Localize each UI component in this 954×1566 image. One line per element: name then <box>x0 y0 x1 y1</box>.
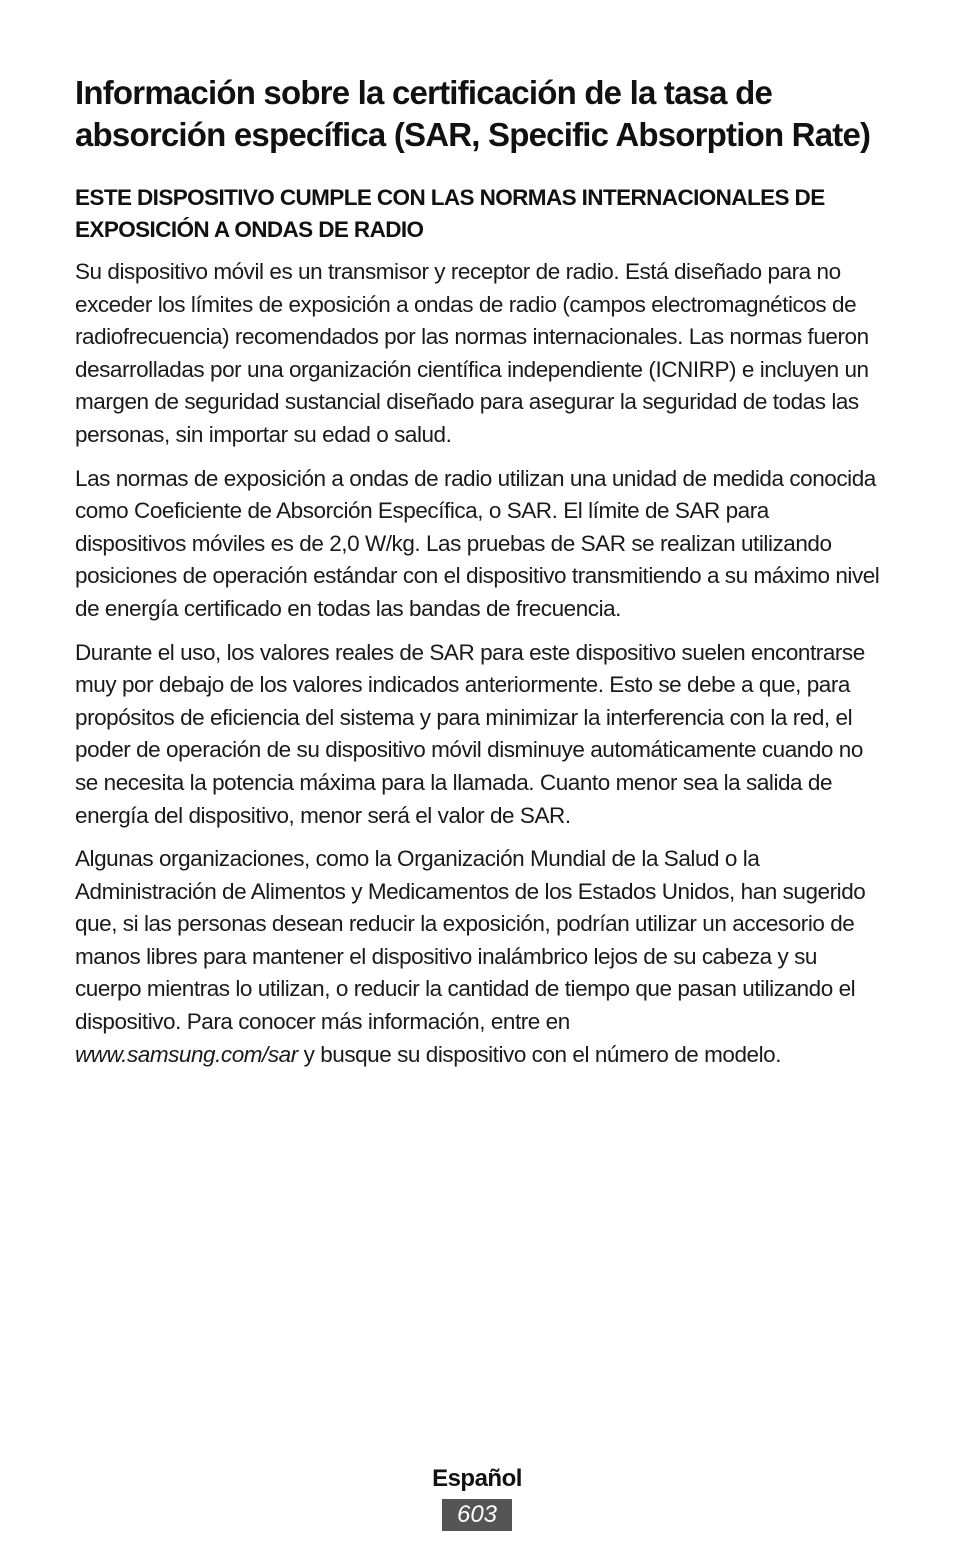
paragraph-4-text: Algunas organizaciones, como la Organización Mundial de la Salud o la Administración de Alimentos y Medicamentos de los Estados Unidos, han sugerido que, si las personas desean reducir la exposición, podrían utilizar un accesorio de manos libres para mantener el dispositivo inalámbrico lejos de su cabeza y su cuerpo mientras lo utilizan, o reducir la cantidad de tiempo que pasan utilizando el dispositivo. Para conocer más información, entre en <box>75 846 866 1035</box>
paragraph-2: Las normas de exposición a ondas de radio utilizan una unidad de medida conocida como Coeficiente de Absorción Específica, o SAR. El límite de SAR para dispositivos móviles es de 2,0 W/kg. Las pruebas de SAR se realizan utilizando posiciones de operación estándar con el dispositivo transmitiendo a su máximo nivel de energía certificado en todas las bandas de frecuencia. <box>75 465 880 621</box>
page-footer <box>0 1463 954 1531</box>
paragraph-1: Su dispositivo móvil es un transmisor y receptor de radio. Está diseñado para no exceder los límites de exposición a ondas de radio (campos electromagnéticos de radiofrecuencia) recomendados por las normas internacionales. Las normas fueron desarrolladas por una organización científica independiente (ICNIRP) e incluyen un margen de seguridad sustancial diseñado para asegurar la seguridad de todas las personas, sin importar su edad o salud. <box>75 259 869 447</box>
samsung-sar-link[interactable]: www.samsung.com/sar <box>75 1041 298 1067</box>
section-heading: ESTE DISPOSITIVO CUMPLE CON LAS NORMAS INTERNACIONALES DE EXPOSICIÓN A ONDAS DE RADIO <box>75 185 825 242</box>
page-number-badge: 603 <box>442 1499 512 1531</box>
paragraph-4-tail: y busque su dispositivo con el número de modelo. <box>303 1041 782 1067</box>
document-body <box>75 72 885 1071</box>
footer-language: Español <box>432 1465 522 1492</box>
page-title: Información sobre la certificación de la tasa de absorción específica (SAR, Specific Absorption Rate) <box>75 74 871 153</box>
paragraph-4 <box>75 843 885 1071</box>
paragraph-3: Durante el uso, los valores reales de SAR para este dispositivo suelen encontrarse muy por debajo de los valores indicados anteriormente. Esto se debe a que, para propósitos de eficiencia del sistema y para minimizar la interferencia con la red, el poder de operación de su dispositivo móvil disminuye automáticamente cuando no se necesita la potencia máxima para la llamada. Cuanto menor sea la salida de energía del dispositivo, menor será el valor de SAR. <box>75 639 865 828</box>
